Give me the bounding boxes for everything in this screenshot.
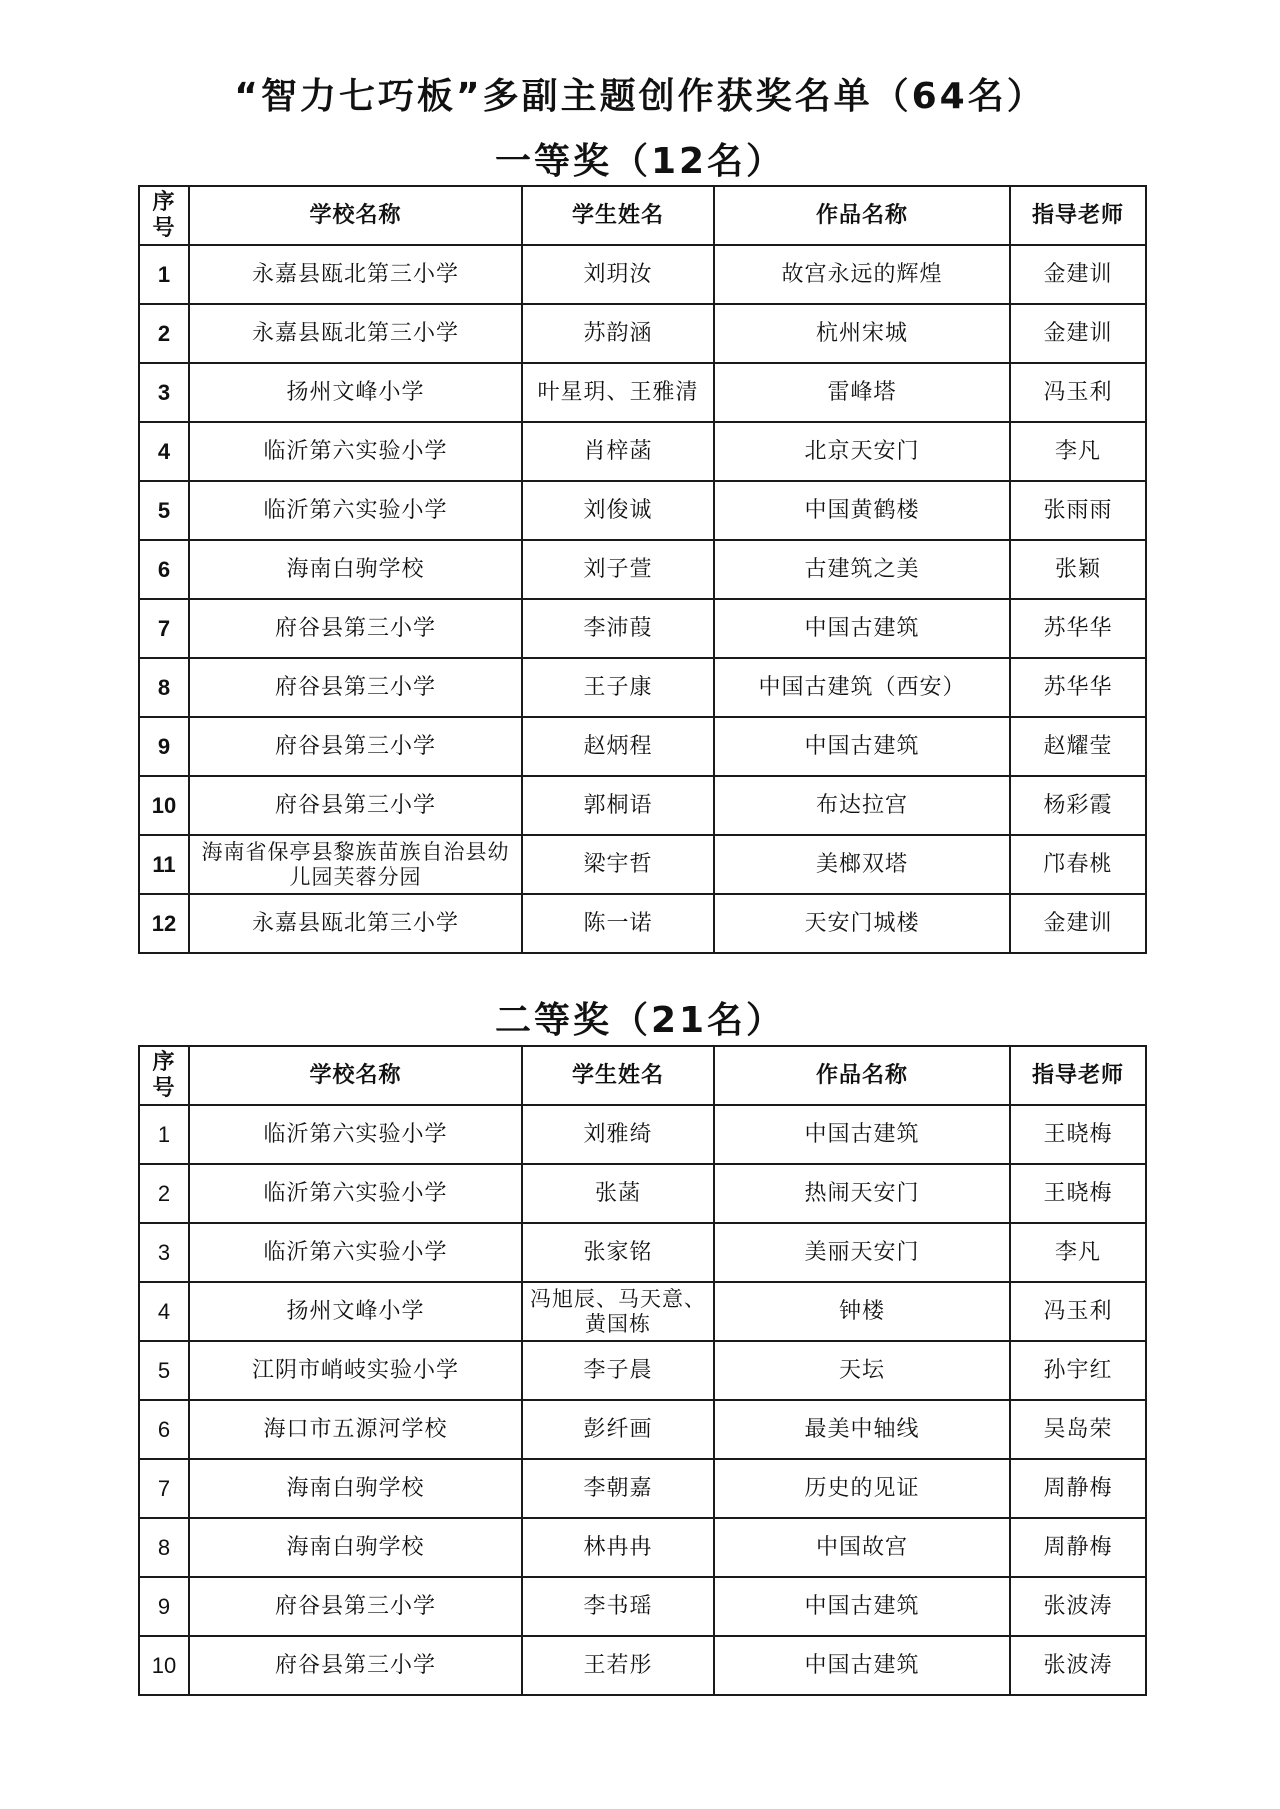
row-number: 4 bbox=[139, 1282, 189, 1341]
student-name: 林冉冉 bbox=[522, 1518, 714, 1577]
table-row bbox=[139, 1341, 1146, 1400]
work-title: 中国古建筑 bbox=[714, 1105, 1010, 1164]
school-name: 府谷县第三小学 bbox=[189, 717, 522, 776]
table-row bbox=[139, 1282, 1146, 1341]
work-title: 美丽天安门 bbox=[714, 1223, 1010, 1282]
table-row bbox=[139, 1105, 1146, 1164]
school-name: 永嘉县瓯北第三小学 bbox=[189, 245, 522, 304]
teacher-name: 张波涛 bbox=[1010, 1577, 1146, 1636]
row-number: 2 bbox=[139, 304, 189, 363]
school-name: 海南白驹学校 bbox=[189, 1518, 522, 1577]
work-title: 中国古建筑 bbox=[714, 599, 1010, 658]
work-title: 最美中轴线 bbox=[714, 1400, 1010, 1459]
school-name: 临沂第六实验小学 bbox=[189, 422, 522, 481]
table-row bbox=[139, 363, 1146, 422]
school-name: 海南白驹学校 bbox=[189, 540, 522, 599]
teacher-name: 张波涛 bbox=[1010, 1636, 1146, 1695]
row-number: 11 bbox=[139, 835, 189, 894]
work-title: 北京天安门 bbox=[714, 422, 1010, 481]
column-header-no: 序号 bbox=[139, 1046, 189, 1105]
work-title: 历史的见证 bbox=[714, 1459, 1010, 1518]
row-number: 2 bbox=[139, 1164, 189, 1223]
student-name: 肖梓菡 bbox=[522, 422, 714, 481]
column-header-work: 作品名称 bbox=[714, 186, 1010, 245]
school-name: 江阴市峭岐实验小学 bbox=[189, 1341, 522, 1400]
teacher-name: 李凡 bbox=[1010, 1223, 1146, 1282]
row-number: 10 bbox=[139, 776, 189, 835]
student-name: 李书瑶 bbox=[522, 1577, 714, 1636]
teacher-name: 王晓梅 bbox=[1010, 1164, 1146, 1223]
work-title: 中国古建筑（西安） bbox=[714, 658, 1010, 717]
school-name: 临沂第六实验小学 bbox=[189, 1105, 522, 1164]
work-title: 天坛 bbox=[714, 1341, 1010, 1400]
table-row bbox=[139, 422, 1146, 481]
table-row bbox=[139, 894, 1146, 953]
school-name: 临沂第六实验小学 bbox=[189, 1223, 522, 1282]
page-title: “智力七巧板”多副主题创作获奖名单（64名） bbox=[234, 76, 1046, 117]
first-prize-table bbox=[138, 185, 1147, 954]
school-name: 府谷县第三小学 bbox=[189, 1577, 522, 1636]
school-name: 扬州文峰小学 bbox=[189, 363, 522, 422]
student-name: 梁宇哲 bbox=[522, 835, 714, 894]
table-row bbox=[139, 304, 1146, 363]
column-header-school: 学校名称 bbox=[189, 1046, 522, 1105]
row-number: 7 bbox=[139, 1459, 189, 1518]
teacher-name: 金建训 bbox=[1010, 894, 1146, 953]
row-number: 9 bbox=[139, 717, 189, 776]
teacher-name: 吴岛荣 bbox=[1010, 1400, 1146, 1459]
student-name: 王子康 bbox=[522, 658, 714, 717]
work-title: 中国古建筑 bbox=[714, 1636, 1010, 1695]
table-row bbox=[139, 599, 1146, 658]
row-number: 1 bbox=[139, 245, 189, 304]
school-name: 海南省保亭县黎族苗族自治县幼儿园芙蓉分园 bbox=[189, 835, 522, 894]
school-name: 扬州文峰小学 bbox=[189, 1282, 522, 1341]
teacher-name: 杨彩霞 bbox=[1010, 776, 1146, 835]
row-number: 10 bbox=[139, 1636, 189, 1695]
teacher-name: 周静梅 bbox=[1010, 1459, 1146, 1518]
table-row bbox=[139, 1164, 1146, 1223]
school-name: 府谷县第三小学 bbox=[189, 599, 522, 658]
column-header-teacher: 指导老师 bbox=[1010, 186, 1146, 245]
table-row bbox=[139, 1400, 1146, 1459]
work-title: 中国古建筑 bbox=[714, 717, 1010, 776]
student-name: 王若彤 bbox=[522, 1636, 714, 1695]
row-number: 6 bbox=[139, 1400, 189, 1459]
teacher-name: 王晓梅 bbox=[1010, 1105, 1146, 1164]
student-name: 刘玥汝 bbox=[522, 245, 714, 304]
table-row bbox=[139, 245, 1146, 304]
column-header-student: 学生姓名 bbox=[522, 186, 714, 245]
student-name: 李沛葭 bbox=[522, 599, 714, 658]
teacher-name: 赵耀莹 bbox=[1010, 717, 1146, 776]
work-title: 雷峰塔 bbox=[714, 363, 1010, 422]
work-title: 故宫永远的辉煌 bbox=[714, 245, 1010, 304]
row-number: 6 bbox=[139, 540, 189, 599]
work-title: 中国故宫 bbox=[714, 1518, 1010, 1577]
row-number: 7 bbox=[139, 599, 189, 658]
table-row bbox=[139, 835, 1146, 894]
table-row bbox=[139, 481, 1146, 540]
teacher-name: 邝春桃 bbox=[1010, 835, 1146, 894]
teacher-name: 孙宇红 bbox=[1010, 1341, 1146, 1400]
column-header-work: 作品名称 bbox=[714, 1046, 1010, 1105]
table-header-row bbox=[139, 186, 1146, 245]
row-number: 9 bbox=[139, 1577, 189, 1636]
teacher-name: 李凡 bbox=[1010, 422, 1146, 481]
school-name: 海南白驹学校 bbox=[189, 1459, 522, 1518]
school-name: 永嘉县瓯北第三小学 bbox=[189, 894, 522, 953]
table-row bbox=[139, 540, 1146, 599]
student-name: 叶星玥、王雅清 bbox=[522, 363, 714, 422]
first-prize-title: 一等奖（12名） bbox=[494, 141, 786, 182]
table-row bbox=[139, 776, 1146, 835]
table-row bbox=[139, 1223, 1146, 1282]
second-prize-table bbox=[138, 1045, 1147, 1696]
teacher-name: 金建训 bbox=[1010, 304, 1146, 363]
teacher-name: 金建训 bbox=[1010, 245, 1146, 304]
work-title: 古建筑之美 bbox=[714, 540, 1010, 599]
teacher-name: 苏华华 bbox=[1010, 658, 1146, 717]
table-row bbox=[139, 1636, 1146, 1695]
teacher-name: 冯玉利 bbox=[1010, 1282, 1146, 1341]
student-name: 冯旭辰、马天意、黄国栋 bbox=[522, 1282, 714, 1341]
teacher-name: 张雨雨 bbox=[1010, 481, 1146, 540]
work-title: 热闹天安门 bbox=[714, 1164, 1010, 1223]
work-title: 布达拉宫 bbox=[714, 776, 1010, 835]
row-number: 3 bbox=[139, 363, 189, 422]
column-header-no: 序号 bbox=[139, 186, 189, 245]
school-name: 府谷县第三小学 bbox=[189, 658, 522, 717]
teacher-name: 周静梅 bbox=[1010, 1518, 1146, 1577]
work-title: 杭州宋城 bbox=[714, 304, 1010, 363]
table-row bbox=[139, 1459, 1146, 1518]
student-name: 赵炳程 bbox=[522, 717, 714, 776]
table-row bbox=[139, 1577, 1146, 1636]
student-name: 张菡 bbox=[522, 1164, 714, 1223]
school-name: 府谷县第三小学 bbox=[189, 776, 522, 835]
second-prize-title: 二等奖（21名） bbox=[494, 1000, 786, 1041]
student-name: 刘雅绮 bbox=[522, 1105, 714, 1164]
work-title: 美榔双塔 bbox=[714, 835, 1010, 894]
teacher-name: 冯玉利 bbox=[1010, 363, 1146, 422]
student-name: 刘子萱 bbox=[522, 540, 714, 599]
student-name: 彭纤画 bbox=[522, 1400, 714, 1459]
student-name: 陈一诺 bbox=[522, 894, 714, 953]
table-header-row bbox=[139, 1046, 1146, 1105]
school-name: 临沂第六实验小学 bbox=[189, 481, 522, 540]
school-name: 永嘉县瓯北第三小学 bbox=[189, 304, 522, 363]
student-name: 郭桐语 bbox=[522, 776, 714, 835]
student-name: 刘俊诚 bbox=[522, 481, 714, 540]
table-row bbox=[139, 717, 1146, 776]
student-name: 李子晨 bbox=[522, 1341, 714, 1400]
school-name: 府谷县第三小学 bbox=[189, 1636, 522, 1695]
row-number: 5 bbox=[139, 481, 189, 540]
teacher-name: 张颖 bbox=[1010, 540, 1146, 599]
row-number: 12 bbox=[139, 894, 189, 953]
table-row bbox=[139, 658, 1146, 717]
work-title: 中国黄鹤楼 bbox=[714, 481, 1010, 540]
teacher-name: 苏华华 bbox=[1010, 599, 1146, 658]
work-title: 天安门城楼 bbox=[714, 894, 1010, 953]
row-number: 4 bbox=[139, 422, 189, 481]
work-title: 中国古建筑 bbox=[714, 1577, 1010, 1636]
student-name: 李朝嘉 bbox=[522, 1459, 714, 1518]
school-name: 海口市五源河学校 bbox=[189, 1400, 522, 1459]
column-header-student: 学生姓名 bbox=[522, 1046, 714, 1105]
row-number: 5 bbox=[139, 1341, 189, 1400]
school-name: 临沂第六实验小学 bbox=[189, 1164, 522, 1223]
column-header-teacher: 指导老师 bbox=[1010, 1046, 1146, 1105]
student-name: 张家铭 bbox=[522, 1223, 714, 1282]
row-number: 8 bbox=[139, 658, 189, 717]
table-row bbox=[139, 1518, 1146, 1577]
work-title: 钟楼 bbox=[714, 1282, 1010, 1341]
row-number: 3 bbox=[139, 1223, 189, 1282]
student-name: 苏韵涵 bbox=[522, 304, 714, 363]
row-number: 8 bbox=[139, 1518, 189, 1577]
column-header-school: 学校名称 bbox=[189, 186, 522, 245]
row-number: 1 bbox=[139, 1105, 189, 1164]
